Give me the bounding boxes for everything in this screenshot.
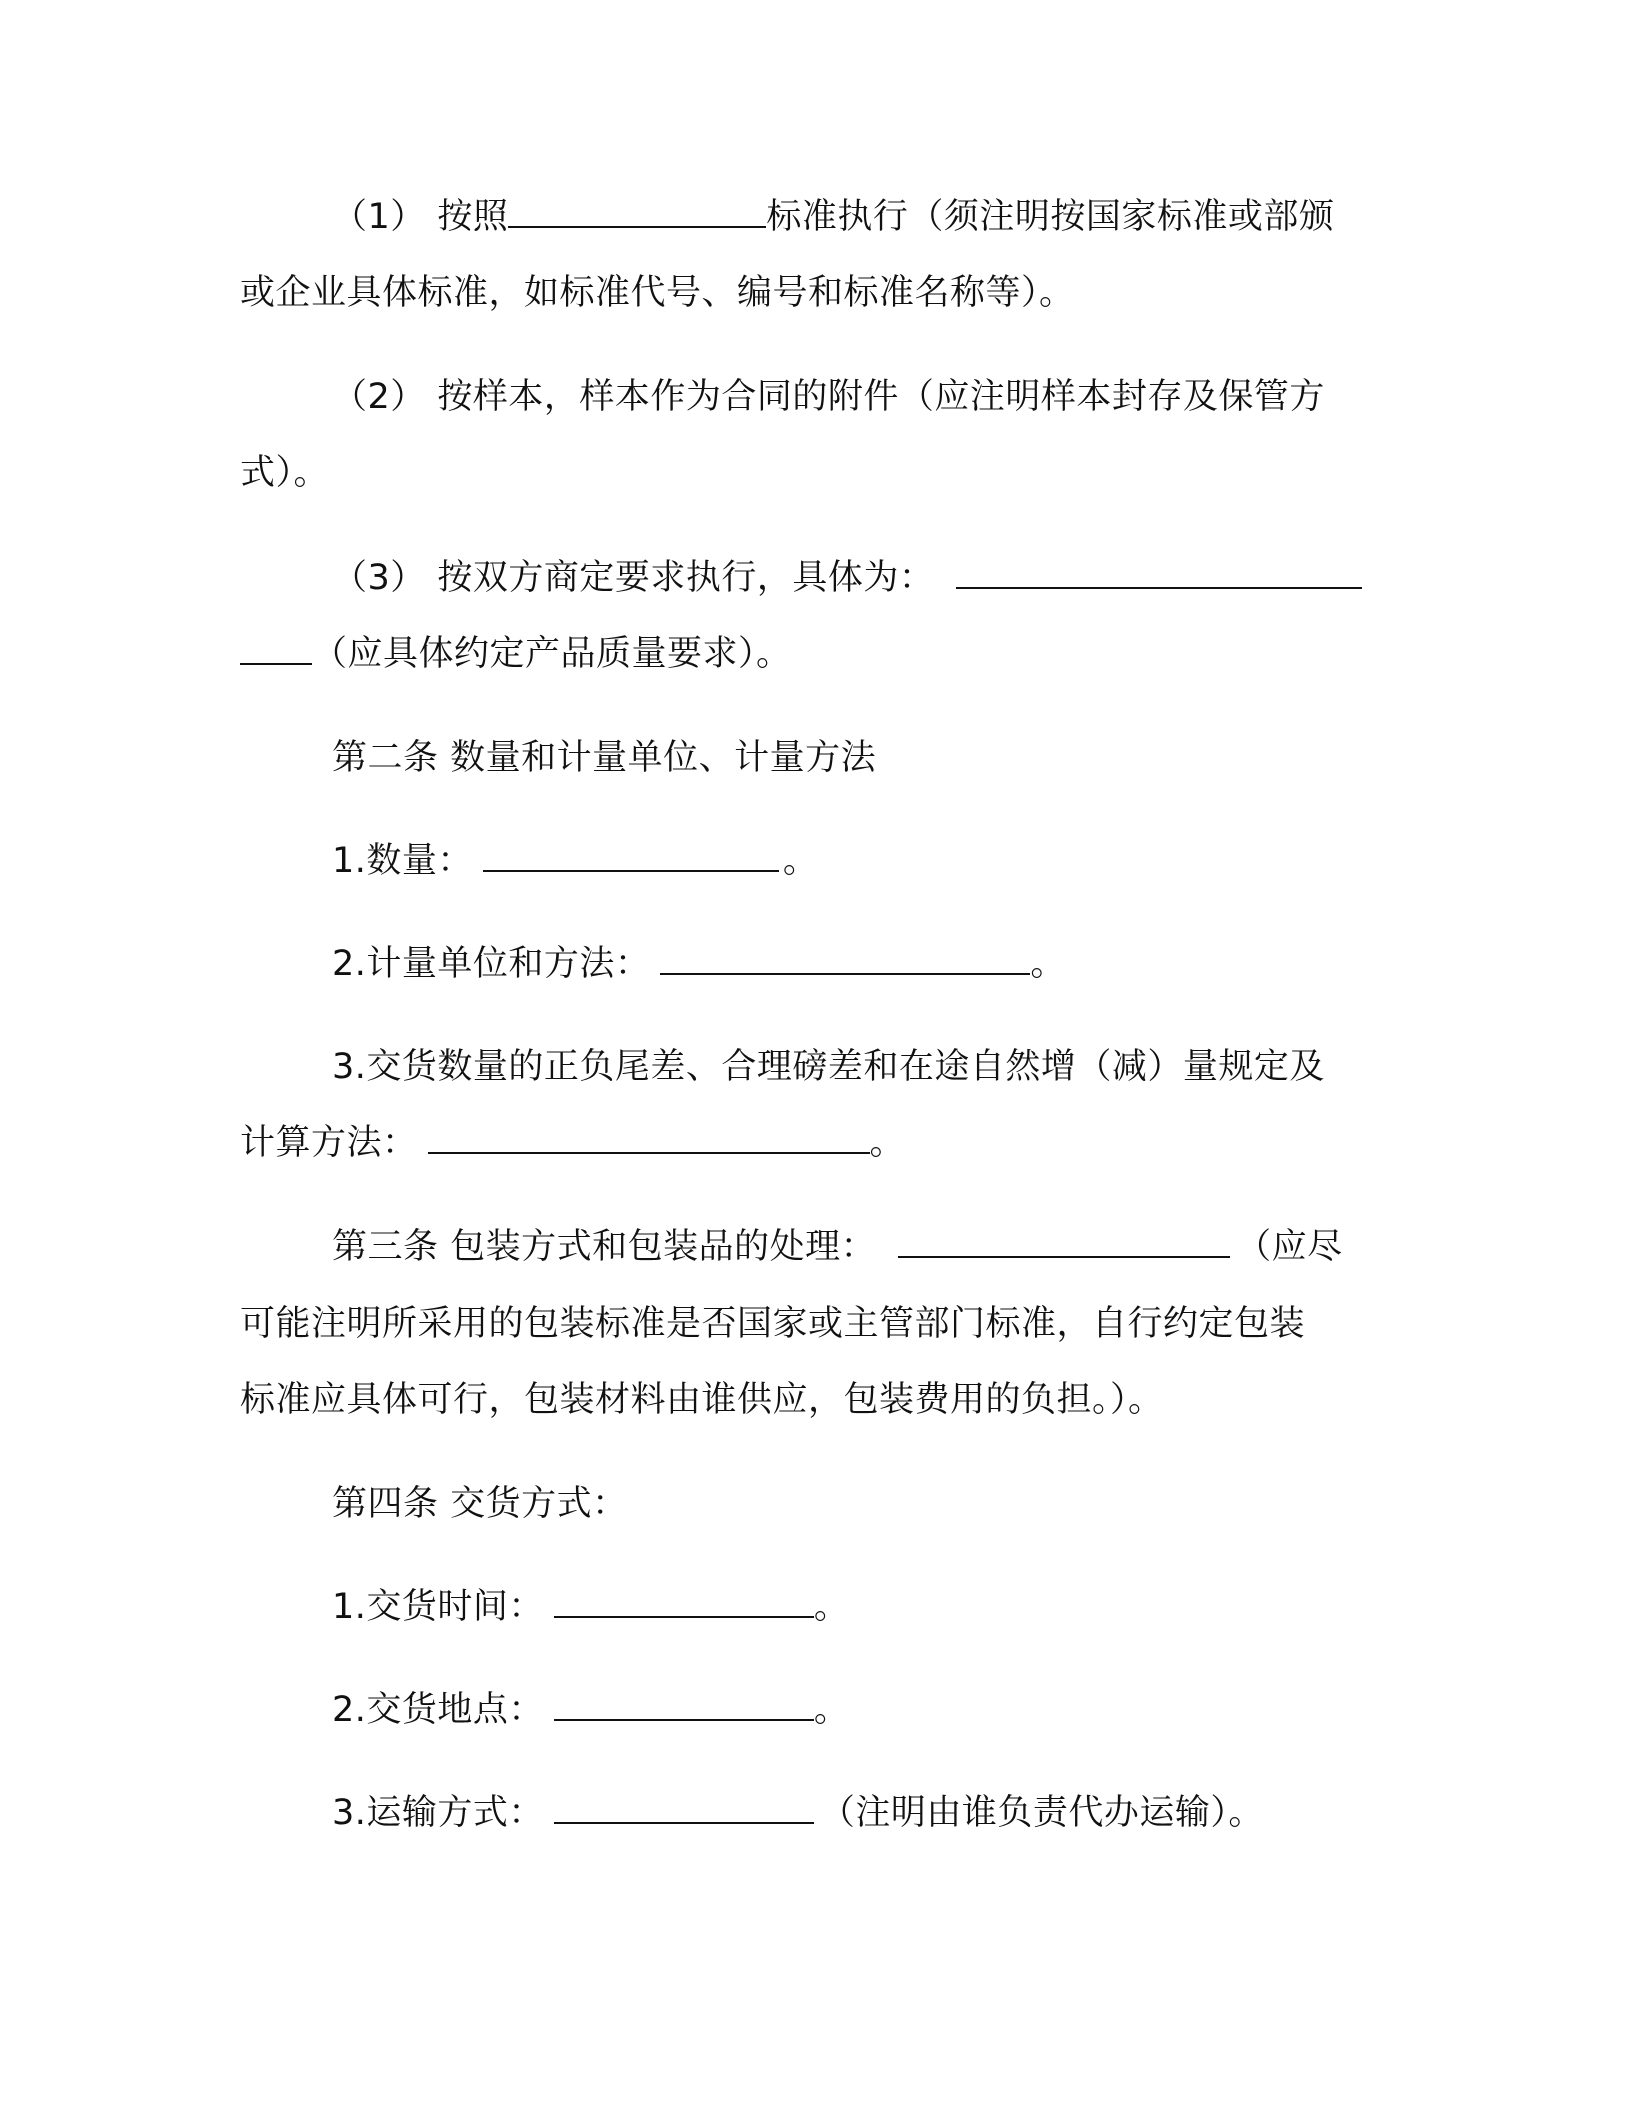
- article-4-item-2: [240, 1685, 1482, 1735]
- quantity-label: 1.数量：: [332, 841, 473, 881]
- article-4-heading: [240, 1479, 1482, 1529]
- fill-in-blank[interactable]: [956, 553, 1362, 589]
- quality-item-1-line2: [240, 268, 1390, 318]
- delivery-place-blank[interactable]: [554, 1685, 814, 1721]
- delivery-time-label: 1.交货时间：: [332, 1587, 544, 1627]
- measure-unit-label: 2.计量单位和方法：: [332, 944, 651, 984]
- punctuation: 。: [869, 1123, 906, 1163]
- punctuation: 。: [782, 841, 819, 881]
- transport-method-blank[interactable]: [554, 1788, 814, 1824]
- article-3-note-start: （应尽: [1236, 1227, 1343, 1267]
- transport-method-label: 3.运输方式：: [332, 1793, 544, 1833]
- transport-note: （注明由谁负责代办运输）。: [819, 1793, 1264, 1833]
- quality-item-1-text: 标准执行（须注明按国家标准或部颁: [766, 197, 1335, 237]
- tolerance-text: 3.交货数量的正负尾差、合理磅差和在途自然增（减）量规定及: [332, 1047, 1325, 1087]
- calc-method-label: 计算方法：: [240, 1123, 418, 1163]
- article-2-heading: [240, 733, 1482, 783]
- quality-item-2-continuation: 式）。: [240, 453, 330, 493]
- calc-method-blank[interactable]: [428, 1118, 870, 1154]
- punctuation: 。: [813, 1587, 850, 1627]
- measure-unit-blank[interactable]: [660, 939, 1030, 975]
- quality-item-3-line2: [240, 629, 1390, 679]
- fill-in-blank[interactable]: [508, 192, 766, 228]
- quantity-blank[interactable]: [483, 836, 779, 872]
- article-2-item-3-line1: [240, 1042, 1482, 1092]
- quality-item-1-continuation: 或企业具体标准，如标准代号、编号和标准名称等）。: [240, 273, 1075, 313]
- packaging-blank[interactable]: [898, 1222, 1230, 1258]
- article-3-note-end: 标准应具体可行，包装材料由谁供应，包装费用的负担。）。: [240, 1380, 1164, 1420]
- delivery-place-label: 2.交货地点：: [332, 1690, 544, 1730]
- article-2-item-2: [240, 939, 1482, 989]
- article-2-title: 第二条 数量和计量单位、计量方法: [332, 738, 877, 778]
- quality-item-3-text: （3） 按双方商定要求执行，具体为：: [332, 558, 935, 598]
- article-3-line2: [240, 1299, 1390, 1349]
- punctuation: 。: [1030, 944, 1066, 984]
- quality-item-1-line1: [240, 192, 1482, 242]
- article-2-item-3-line2: [240, 1118, 1390, 1168]
- punctuation: 。: [813, 1690, 850, 1730]
- article-3-line1: [240, 1222, 1482, 1272]
- quality-item-2-text: （2） 按样本，样本作为合同的附件（应注明样本封存及保管方: [332, 377, 1325, 417]
- quality-item-1-prefix: （1） 按照: [332, 197, 509, 237]
- quality-item-2-line2: [240, 448, 1390, 498]
- article-3-note: 可能注明所采用的包装标准是否国家或主管部门标准，自行约定包装: [240, 1304, 1306, 1344]
- article-3-title: 第三条 包装方式和包装品的处理：: [332, 1227, 877, 1267]
- quality-item-2-line1: [240, 372, 1482, 422]
- fill-in-blank[interactable]: [240, 629, 312, 665]
- article-3-line3: [240, 1375, 1390, 1425]
- article-4-item-3: [240, 1788, 1482, 1838]
- quality-item-3-line1: [240, 553, 1482, 603]
- article-2-item-1: [240, 836, 1482, 886]
- delivery-time-blank[interactable]: [554, 1582, 814, 1618]
- article-4-title: 第四条 交货方式：: [332, 1484, 628, 1524]
- article-4-item-1: [240, 1582, 1482, 1632]
- quality-item-3-continuation: （应具体约定产品质量要求）。: [312, 634, 792, 674]
